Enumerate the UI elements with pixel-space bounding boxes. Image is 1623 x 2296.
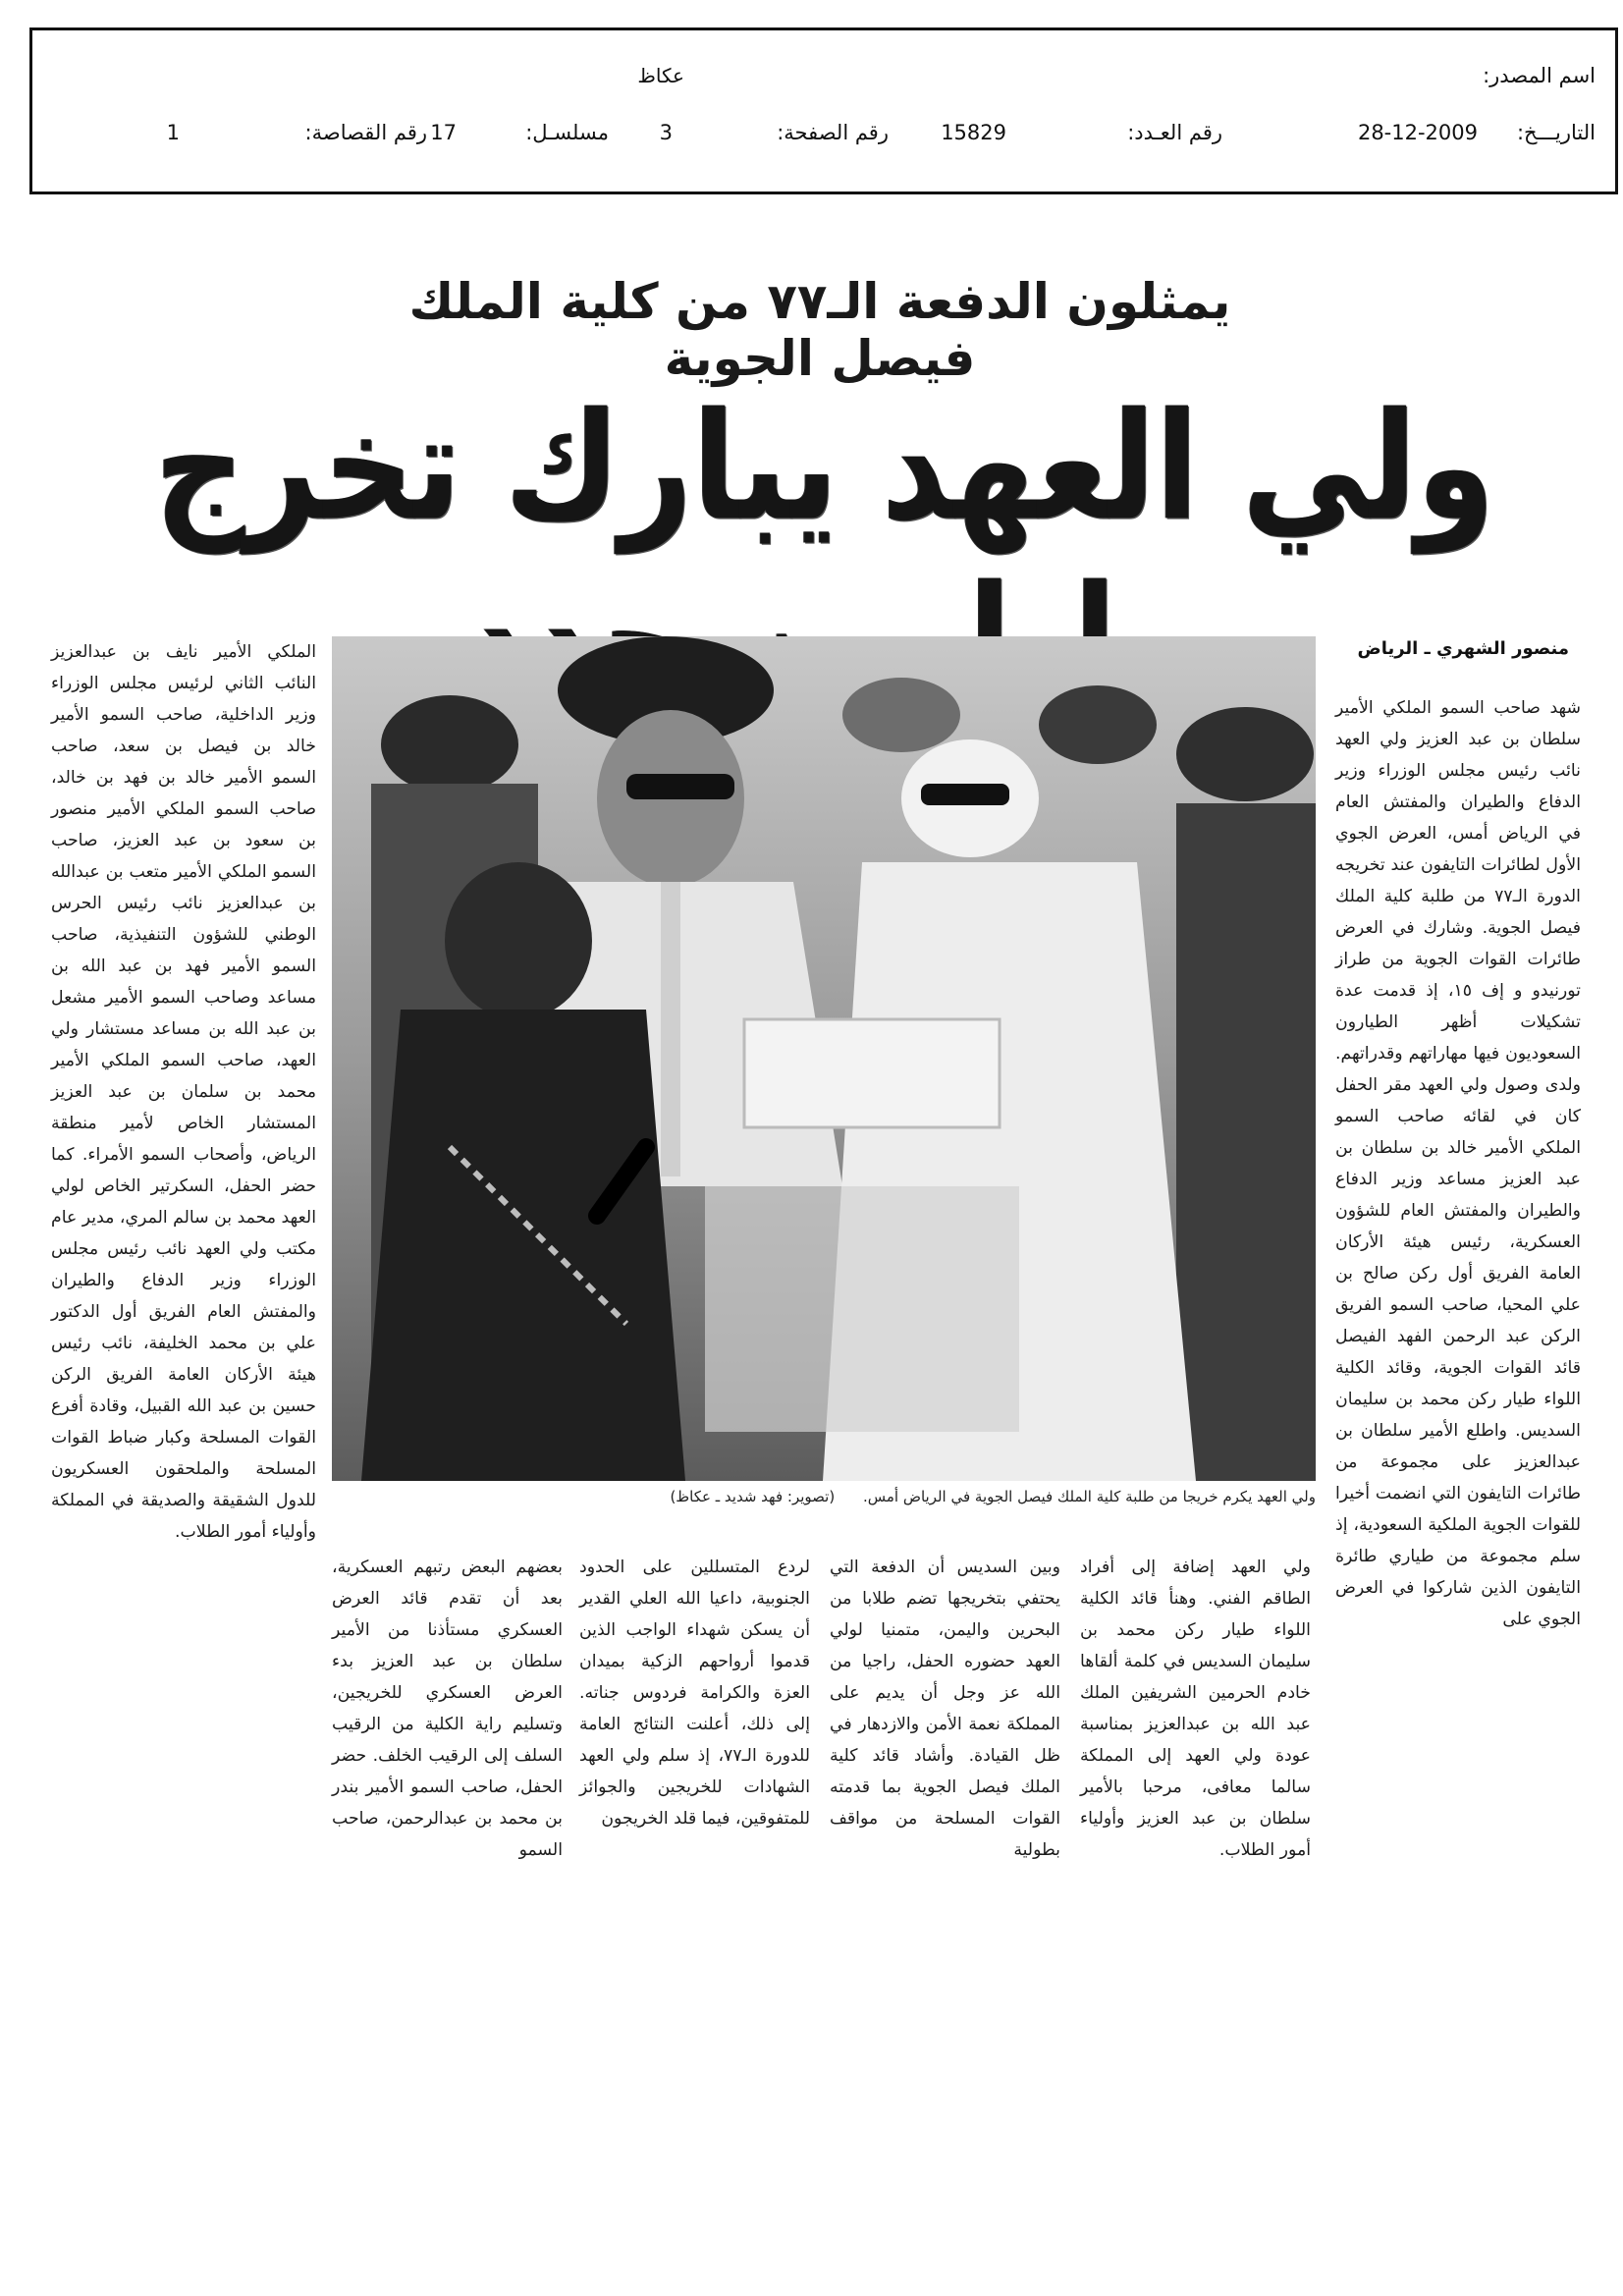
clip-label: رقم القصاصة: <box>304 121 427 144</box>
serial-value: 17 <box>430 121 457 144</box>
article-overline: يمثلون الدفعة الـ٧٧ من كلية الملك فيصل الجوية <box>408 273 1231 387</box>
serial-label: مسلسـل: <box>525 121 609 144</box>
article-photo <box>332 636 1316 1481</box>
caption-text: ولي العهد يكرم خريجا من طلبة كلية الملك فيصل الجوية في الرياض أمس. <box>862 1488 1316 1505</box>
photo-caption <box>332 1488 1316 1505</box>
page-value: 3 <box>659 121 673 144</box>
column-text: بعضهم البعض رتبهم العسكرية، بعد أن تقدم قائد العرض العسكري مستأذنا من الأمير سلطان بن عبد العزيز بدء العرض العسكري للخريجين، وتسليم راية الكلية من الرقيب السلف إلى الرقيب الخلف. حضر الحفل، صاحب السمو الأمير بندر بن محمد بن عبدالرحمن، صاحب السمو <box>332 1558 563 1860</box>
column-text: لردع المتسللين على الحدود الجنوبية، داعيا الله العلي القدير أن يسكن شهداء الواجب الذين قدموا أرواحهم الزكية بميدان العزة والكرامة فردوس جناته. إلى ذلك، أعلنت النتائج العامة للدورة الـ٧٧، إذ سلم ولي العهد الشهادات للخريجين والجوائز للمتفوقين، فيما قلد الخريجون <box>579 1558 810 1829</box>
byline: منصور الشهري ـ الرياض <box>1357 638 1569 659</box>
column-text: شهد صاحب السمو الملكي الأمير سلطان بن عبد العزيز ولي العهد نائب رئيس مجلس الوزراء وزير الدفاع والطيران والمفتش العام في الرياض أمس، العرض الجوي الأول لطائرات التايفون عند تخريجه الدورة الـ٧٧ من طلبة كلية الملك فيصل الجوية. وشارك في العرض طائرات القوات الجوية من طراز تورنيدو و إف ١٥، إذ قدمت عدة تشكيلات أظهر الطيارون السعوديون فيها مهاراتهم وقدراتهم. ولدى وصول ولي العهد مقر الحفل كان في لقائه صاحب السمو الملكي الأمير خالد بن سلطان بن عبد العزيز مساعد وزير الدفاع والطيران والمفتش العام للشؤون العسكرية، رئيس هيئة الأركان العامة الفريق أول ركن صالح بن علي المحيا، صاحب السمو الفريق الركن عبد الرحمن الفهد الفيصل قائد القوات الجوية، وقائد الكلية اللواء طيار ركن محمد بن سليمان السديس. واطلع الأمير سلطان بن عبدالعزيز على مجموعة من طائرات التايفون التي انضمت أخيرا للقوات الجوية الملكية السعودية، إذ سلم مجموعة من طياري طائرة التايفون الذين شاركوا في العرض الجوي على <box>1335 698 1581 1629</box>
column-text: وبين السديس أن الدفعة التي يحتفي بتخريجها تضم طلابا من البحرين واليمن، متمنيا لولي العهد حضوره الحفل، راجيا من الله عز وجل أن يديم على المملكة نعمة الأمن والازدهار في ظل القيادة. وأشاد قائد كلية الملك فيصل الجوية بما قدمته القوات المسلحة من مواقف بطولية <box>830 1558 1060 1860</box>
photo-credit: (تصوير: فهد شديد ـ عكاظ) <box>670 1488 836 1505</box>
column-text: الملكي الأمير نايف بن عبدالعزيز النائب الثاني لرئيس مجلس الوزراء وزير الداخلية، صاحب السمو الأمير خالد بن فيصل بن سعد، صاحب السمو الأمير خالد بن فهد بن خالد، صاحب السمو الملكي الأمير منصور بن سعود بن عبد العزيز، صاحب السمو الملكي الأمير متعب بن عبدالله بن عبدالعزيز نائب رئيس الحرس الوطني للشؤون التنفيذية، صاحب السمو الأمير فهد بن عبد الله بن مساعد وصاحب السمو الأمير مشعل بن عبد الله بن مساعد مستشار ولي العهد، صاحب السمو الملكي الأمير محمد بن سلمان بن عبد العزيز المستشار الخاص لأمير منطقة الرياض، وأصحاب السمو الأمراء. كما حضر الحفل، السكرتير الخاص لولي العهد محمد بن سالم المري، مدير عام مكتب ولي العهد نائب رئيس مجلس الوزراء وزير الدفاع والطيران والمفتش العام الفريق أول الدكتور علي بن محمد الخليفة، نائب رئيس هيئة الأركان العامة الفريق الركن حسين بن عبد الله القبيل، وقادة أفرع القوات المسلحة وكبار ضباط القوات المسلحة والملحقون العسكريون للدول الشقيقة والصديقة في المملكة وأولياء أمور الطلاب. <box>51 642 316 1542</box>
date-value: 28-12-2009 <box>1357 121 1478 144</box>
article-column-bottom-1 <box>1080 1552 1311 1866</box>
article-headline: ولي العهد يبارك تخرج <box>154 381 1495 554</box>
column-text: ولي العهد إضافة إلى أفراد الطاقم الفني. وهنأ قائد الكلية اللواء طيار ركن محمد بن سليمان السديس في كلمة ألقاها خادم الحرمين الشريفين الملك عبد الله بن عبدالعزيز بمناسبة عودة ولي العهد إلى المملكة سالما معافى، مرحبا بالأمير سلطان بن عبد العزيز وأولياء أمور الطلاب. <box>1080 1558 1311 1860</box>
page-label: رقم الصفحة: <box>777 121 889 144</box>
source-label: اسم المصدر: <box>1483 64 1596 87</box>
clipping-header-box <box>29 27 1618 194</box>
article-column-right <box>1335 692 1581 1635</box>
date-label: التاريـــخ: <box>1516 121 1596 144</box>
issue-value: 15829 <box>941 121 1006 144</box>
clip-value: 1 <box>166 121 180 144</box>
photo-illustration <box>332 636 1316 1481</box>
source-name: عكاظ <box>637 64 684 87</box>
article-column-bottom-3 <box>579 1552 810 1834</box>
issue-label: رقم العـدد: <box>1127 121 1222 144</box>
article-column-bottom-2 <box>830 1552 1060 1866</box>
article-column-bottom-4 <box>332 1552 563 1866</box>
article-column-left <box>51 636 316 1548</box>
